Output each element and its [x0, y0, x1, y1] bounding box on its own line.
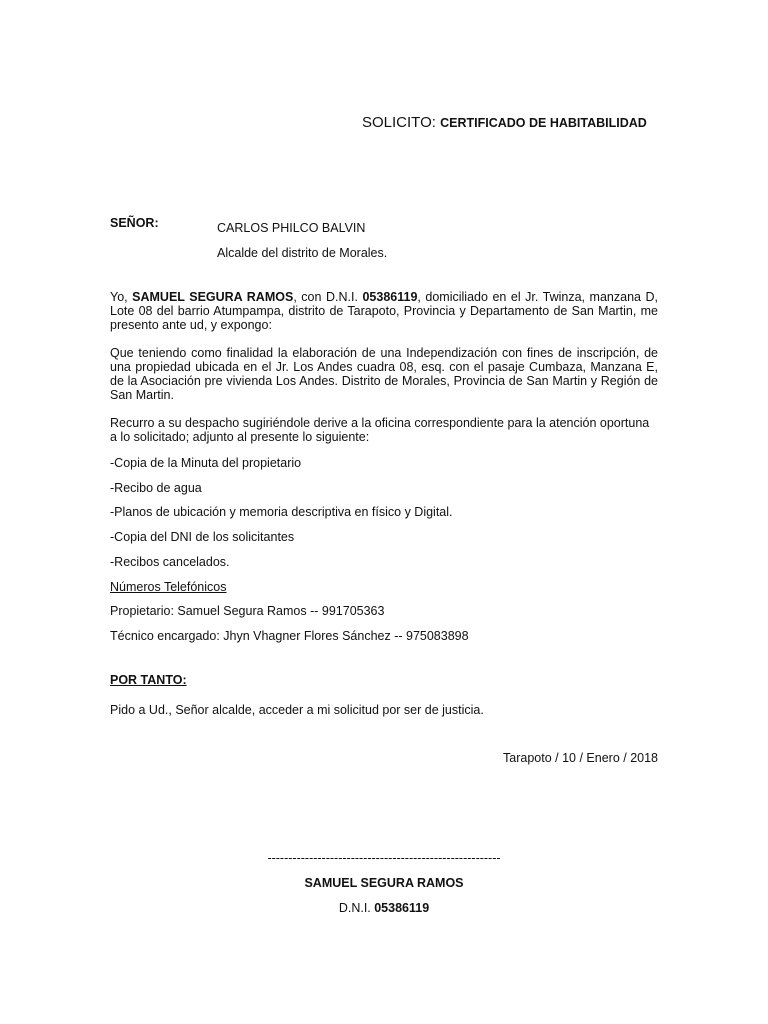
intro-con-dni: , con D.N.I.	[293, 290, 363, 304]
attachment-item: -Planos de ubicación y memoria descriptiva en físico y Digital.	[110, 505, 453, 519]
attachment-item: -Recibos cancelados.	[110, 555, 230, 569]
date-line: Tarapoto / 10 / Enero / 2018	[503, 751, 658, 765]
signature-name: SAMUEL SEGURA RAMOS	[304, 876, 464, 890]
owner-phone: Propietario: Samuel Segura Ramos -- 991705363	[110, 604, 385, 618]
attachment-item: -Recibo de agua	[110, 481, 202, 495]
attachment-item: -Copia de la Minuta del propietario	[110, 456, 302, 470]
signature-dni-label: D.N.I.	[338, 901, 375, 915]
attachment-item: -Copia del DNI de los solicitantes	[110, 530, 295, 544]
intro-paragraph	[110, 290, 658, 332]
applicant-name: SAMUEL SEGURA RAMOS	[132, 290, 294, 304]
signature-dni-number: 05386119	[374, 901, 430, 915]
technician-phone: Técnico encargado: Jhyn Vhagner Flores Sánchez -- 975083898	[110, 629, 469, 643]
addressee-position: Alcalde del distrito de Morales.	[217, 246, 388, 260]
signature-dni	[110, 901, 658, 915]
solicito-label: SOLICITO:	[362, 114, 436, 131]
intro-yo: Yo,	[110, 290, 133, 304]
request-subject: CERTIFICADO DE HABITABILIDAD	[440, 116, 647, 130]
phones-title: Números Telefónicos	[110, 580, 227, 594]
signature-line: --------------------------------------------------------	[267, 851, 501, 865]
purpose-paragraph: Que teniendo como finalidad la elaboración de una Independización con fines de inscripción, de una propiedad ubicada en el Jr. Los Andes cuadra 08, esq. con el pasaje Cumbaza, Manzana E, de la Asociación pre vivienda Los Andes. Distrito de Morales, Provincia de San Martin y Región de San Martin.	[110, 346, 658, 402]
applicant-dni: 05386119	[362, 290, 418, 304]
request-header	[362, 114, 647, 131]
addressee-block	[217, 216, 387, 266]
closing-heading: POR TANTO:	[110, 673, 187, 687]
closing-text: Pido a Ud., Señor alcalde, acceder a mi solicitud por ser de justicia.	[110, 703, 484, 717]
request-paragraph: Recurro a su despacho sugiriéndole derive a la oficina correspondiente para la atención oportuna a lo solicitado; adjunto al presente lo siguiente:	[110, 416, 650, 444]
addressee-salutation: SEÑOR:	[110, 216, 159, 230]
addressee-name: CARLOS PHILCO BALVIN	[217, 221, 366, 235]
intro-rest: , domiciliado en el Jr. Twinza, manzana D, Lote 08 del barrio Atumpampa, distrito de Tarapoto, Provincia y Departamento de San Martin, me presento ante ud, y expongo:	[110, 290, 659, 332]
